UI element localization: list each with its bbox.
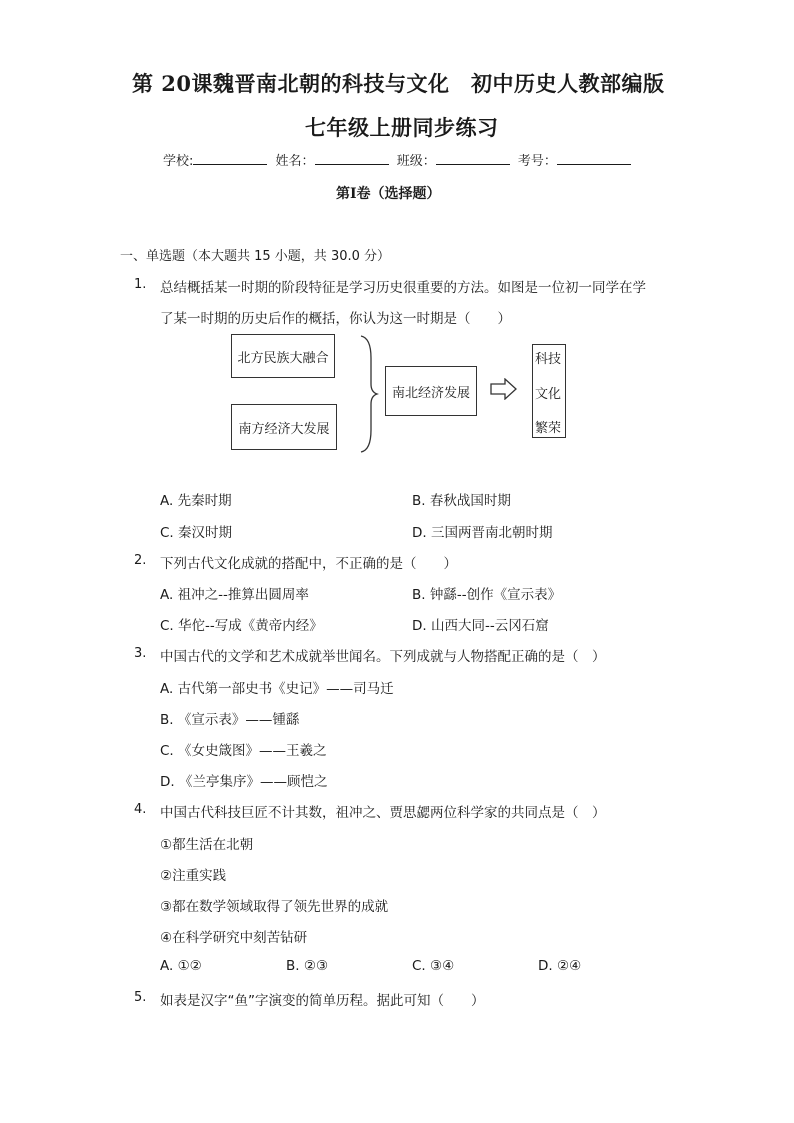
q3-option-b[interactable]: B. 《宣示表》——锺繇 [160,712,300,728]
exam-number-blank [557,152,631,165]
q4-item-4: ④在科学研究中刻苦钻研 [160,930,308,946]
school-blank [193,152,267,165]
diagram-result-line-1: 科技 [535,352,562,367]
exam-number-label: 考号： [517,154,557,169]
q2-number: 2. [134,553,147,568]
class-label: 班级： [396,154,436,169]
section-heading: 一、单选题（本大题共 15 小题，共 30.0 分） [120,249,391,264]
diagram-box-north: 北方民族大融合 [231,334,335,378]
q3-option-a[interactable]: A. 古代第一部史书《史记》——司马迁 [160,681,394,697]
diagram-box-center: 南北经济发展 [385,366,477,416]
school-label: 学校: [163,154,194,169]
q1-option-c[interactable]: C. 秦汉时期 [160,525,233,541]
class-blank [436,152,510,165]
q3-number: 3. [134,646,147,661]
q2-option-d[interactable]: D. 山西大同--云冈石窟 [412,618,549,634]
q5-number: 5. [134,990,147,1005]
diagram-brace [359,334,379,454]
q2-option-a[interactable]: A. 祖冲之--推算出圆周率 [160,587,309,603]
diagram-arrow-icon [490,378,518,400]
q3-option-c[interactable]: C. 《女史箴图》——王羲之 [160,743,327,759]
volume-heading: 第I卷（选择题） [336,186,441,202]
q1-text-line-1: 总结概括某一时期的阶段特征是学习历史很重要的方法。如图是一位初一同学在学 [160,280,646,296]
q5-text: 如表是汉字“鱼”字演变的简单历程。据此可知（ ） [160,993,485,1009]
q1-number: 1. [134,277,147,292]
name-label: 姓名： [275,154,315,169]
q1-option-d[interactable]: D. 三国两晋南北朝时期 [412,525,553,541]
q4-option-b[interactable]: B. ②③ [286,958,329,974]
diagram-result-box [532,344,566,438]
q4-item-3: ③都在数学领域取得了领先世界的成就 [160,899,389,915]
name-blank [315,152,389,165]
q4-item-2: ②注重实践 [160,868,227,884]
q4-option-c[interactable]: C. ③④ [412,958,455,974]
diagram-result-line-2: 文化 [535,387,562,402]
q1-option-a[interactable]: A. 先秦时期 [160,493,232,509]
q4-option-d[interactable]: D. ②④ [538,958,582,974]
title-line-2: 七年级上册同步练习 [305,115,499,140]
q1-option-b[interactable]: B. 春秋战国时期 [412,493,511,509]
info-fields [163,150,635,169]
q2-text: 下列古代文化成就的搭配中，不正确的是（ ） [160,556,457,572]
q3-text: 中国古代的文学和艺术成就举世闻名。下列成就与人物搭配正确的是（ ） [160,649,606,665]
diagram-box-south: 南方经济大发展 [231,404,337,450]
q4-number: 4. [134,802,147,817]
title-line-1: 第 20课魏晋南北朝的科技与文化 初中历史人教部编版 [132,71,665,96]
q1-text-line-2: 了某一时期的历史后作的概括，你认为这一时期是（ ） [160,311,511,327]
q3-option-d[interactable]: D. 《兰亭集序》——顾恺之 [160,774,328,790]
q4-text: 中国古代科技巨匠不计其数，祖冲之、贾思勰两位科学家的共同点是（ ） [160,805,606,821]
diagram-result-line-3: 繁荣 [535,421,562,436]
q4-option-a[interactable]: A. ①② [160,958,202,974]
q2-option-b[interactable]: B. 钟繇--创作《宣示表》 [412,587,562,603]
q2-option-c[interactable]: C. 华佗--写成《黄帝内经》 [160,618,323,634]
q4-item-1: ①都生活在北朝 [160,837,254,853]
